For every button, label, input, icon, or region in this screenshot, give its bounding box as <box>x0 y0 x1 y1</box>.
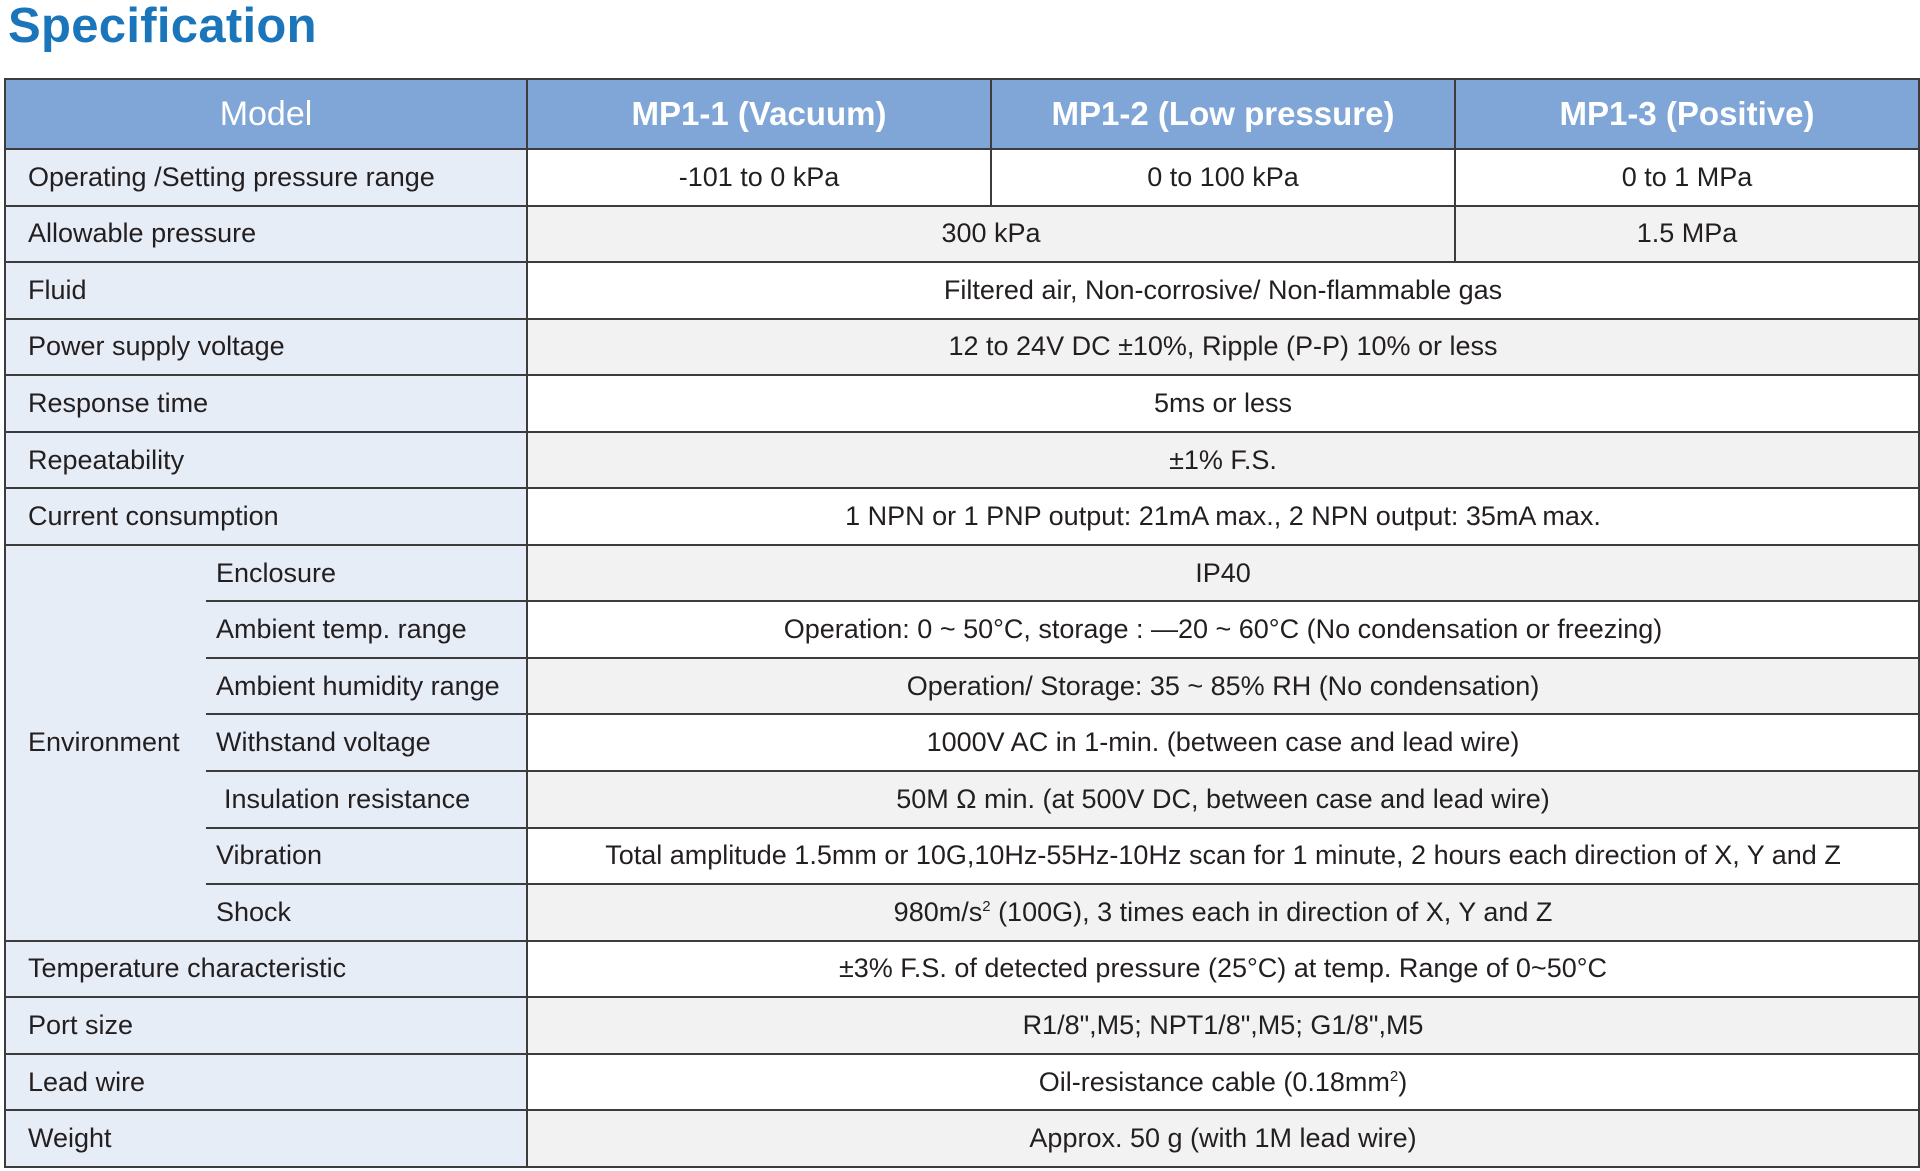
row-label-repeatability: Repeatability <box>5 432 527 489</box>
table-row <box>5 601 1919 658</box>
model-desc: (Low pressure) <box>1157 95 1395 132</box>
lead-value-pre: Oil-resistance cable (0.18mm <box>1038 1066 1390 1097</box>
shock-value-sup: 2 <box>982 897 991 915</box>
table-row <box>5 828 1919 885</box>
sublabel-shock: Shock <box>206 884 527 941</box>
table-row <box>5 375 1919 432</box>
table-row <box>5 432 1919 489</box>
table-row <box>5 262 1919 319</box>
header-row <box>5 79 1919 149</box>
header-mp1-1 <box>527 79 991 149</box>
row-label-weight: Weight <box>5 1110 527 1167</box>
row-label-operating: Operating /Setting pressure range <box>5 149 527 206</box>
cell-vibration: Total amplitude 1.5mm or 10G,10Hz-55Hz-10Hz scan for 1 minute, 2 hours each direction of X, Y and Z <box>527 828 1919 885</box>
table-row <box>5 658 1919 715</box>
table-row <box>5 1054 1919 1111</box>
row-label-temperature-characteristic: Temperature characteristic <box>5 941 527 998</box>
cell-current: 1 NPN or 1 PNP output: 21mA max., 2 NPN output: 35mA max. <box>527 488 1919 545</box>
cell-allowable-mp1-1-2: 300 kPa <box>527 206 1455 263</box>
shock-value-pre: 980m/s <box>893 896 983 927</box>
header-model: Model <box>5 79 527 149</box>
row-label-power: Power supply voltage <box>5 319 527 376</box>
cell-allowable-mp1-3: 1.5 MPa <box>1455 206 1919 263</box>
lead-value-post: ) <box>1398 1066 1408 1097</box>
sublabel-ambient-temp: Ambient temp. range <box>206 601 527 658</box>
cell-ambient-temp: Operation: 0 ~ 50°C, storage : —20 ~ 60°C (No condensation or freezing) <box>527 601 1919 658</box>
table-row <box>5 149 1919 206</box>
table-row <box>5 714 1919 771</box>
sublabel-vibration: Vibration <box>206 828 527 885</box>
page-title: Specification <box>8 0 317 53</box>
model-code: MP1-3 <box>1559 95 1657 132</box>
row-label-port-size: Port size <box>5 997 527 1054</box>
table-row <box>5 206 1919 263</box>
shock-value-post: (100G), 3 times each in direction of X, Y and Z <box>990 896 1553 927</box>
row-label-current: Current consumption <box>5 488 527 545</box>
header-mp1-2 <box>991 79 1455 149</box>
lead-value-sup: 2 <box>1389 1067 1399 1085</box>
cell-insulation-resistance: 50M Ω min. (at 500V DC, between case and lead wire) <box>527 771 1919 828</box>
cell-repeatability: ±1% F.S. <box>527 432 1919 489</box>
row-label-fluid: Fluid <box>5 262 527 319</box>
sublabel-insulation-resistance: Insulation resistance <box>206 771 527 828</box>
model-desc: (Positive) <box>1665 95 1815 132</box>
cell-power: 12 to 24V DC ±10%, Ripple (P-P) 10% or less <box>527 319 1919 376</box>
header-mp1-3 <box>1455 79 1919 149</box>
table-row <box>5 941 1919 998</box>
sublabel-withstand-voltage: Withstand voltage <box>206 714 527 771</box>
table-row <box>5 319 1919 376</box>
cell-fluid: Filtered air, Non-corrosive/ Non-flammable gas <box>527 262 1919 319</box>
model-desc: (Vacuum) <box>737 95 887 132</box>
specification-table <box>4 78 1920 1168</box>
table-row <box>5 771 1919 828</box>
row-label-environment: Environment <box>5 545 206 941</box>
cell-temperature-characteristic: ±3% F.S. of detected pressure (25°C) at temp. Range of 0~50°C <box>527 941 1919 998</box>
row-label-allowable: Allowable pressure <box>5 206 527 263</box>
sublabel-ambient-humidity: Ambient humidity range <box>206 658 527 715</box>
row-label-response: Response time <box>5 375 527 432</box>
cell-lead-wire <box>527 1054 1919 1111</box>
model-code: MP1-2 <box>1051 95 1149 132</box>
cell-operating-mp1-1: -101 to 0 kPa <box>527 149 991 206</box>
cell-weight: Approx. 50 g (with 1M lead wire) <box>527 1110 1919 1167</box>
cell-ambient-humidity: Operation/ Storage: 35 ~ 85% RH (No condensation) <box>527 658 1919 715</box>
cell-enclosure: IP40 <box>527 545 1919 602</box>
table-row <box>5 1110 1919 1167</box>
cell-shock <box>527 884 1919 941</box>
model-code: MP1-1 <box>631 95 729 132</box>
sublabel-enclosure: Enclosure <box>206 545 527 602</box>
table-row <box>5 884 1919 941</box>
cell-response: 5ms or less <box>527 375 1919 432</box>
cell-operating-mp1-2: 0 to 100 kPa <box>991 149 1455 206</box>
table-row <box>5 488 1919 545</box>
table-row <box>5 545 1919 602</box>
cell-withstand-voltage: 1000V AC in 1-min. (between case and lead wire) <box>527 714 1919 771</box>
row-label-lead-wire: Lead wire <box>5 1054 527 1111</box>
cell-port-size: R1/8",M5; NPT1/8",M5; G1/8",M5 <box>527 997 1919 1054</box>
cell-operating-mp1-3: 0 to 1 MPa <box>1455 149 1919 206</box>
table-row <box>5 997 1919 1054</box>
